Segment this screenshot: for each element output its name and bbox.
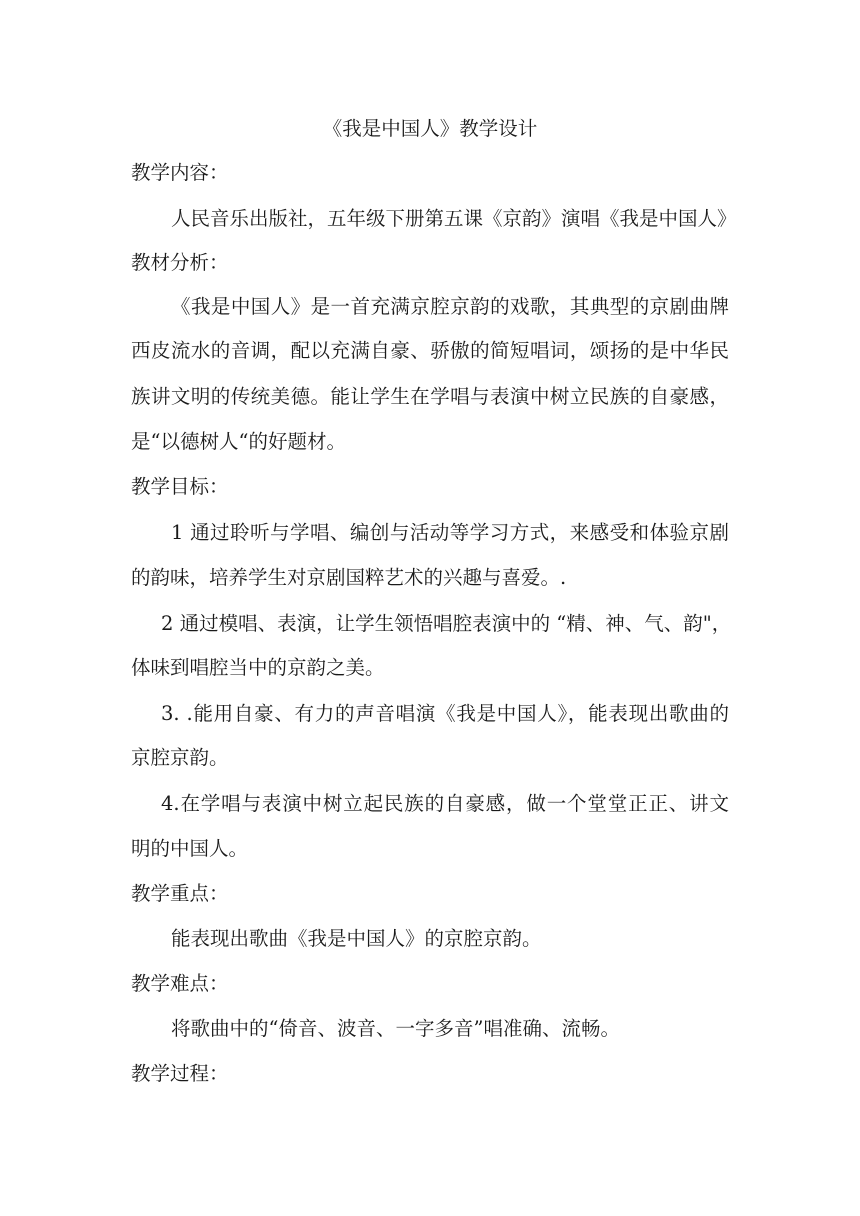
section-heading-analysis: 教材分析：	[131, 251, 229, 274]
analysis-line: 族讲文明的传统美德。能让学生在学唱与表演中树立民族的自豪感，	[131, 385, 729, 408]
section-heading-key: 教学重点：	[131, 882, 229, 905]
section-heading-process: 教学过程：	[131, 1062, 229, 1085]
goal-line: 3. .能用自豪、有力的声音唱演《我是中国人》，能表现出歌曲的	[161, 702, 729, 725]
section-heading-goals: 教学目标：	[131, 475, 229, 498]
goal-line: 4.在学唱与表演中树立起民族的自豪感，做一个堂堂正正、讲文	[161, 792, 729, 815]
analysis-line: 是“以德树人“的好题材。	[131, 430, 346, 453]
key-text: 能表现出歌曲《我是中国人》的京腔京韵。	[171, 927, 542, 950]
goal-line: 1 通过聆听与学唱、编创与活动等学习方式，来感受和体验京剧	[171, 521, 729, 544]
document-title: 《我是中国人》教学设计	[322, 117, 538, 140]
analysis-line: 西皮流水的音调，配以充满自豪、骄傲的简短唱词，颂扬的是中华民	[131, 339, 729, 362]
content-text: 人民音乐出版社，五年级下册第五课《京韵》演唱《我是中国人》	[171, 207, 737, 230]
goal-line: 明的中国人。	[131, 837, 249, 860]
goal-line: 京腔京韵。	[131, 746, 229, 769]
difficulty-text: 将歌曲中的“倚音、波音、一字多音”唱准确、流畅。	[171, 1017, 620, 1040]
section-heading-content: 教学内容：	[131, 161, 229, 184]
section-heading-difficulty: 教学难点：	[131, 972, 229, 995]
goal-line: 体味到唱腔当中的京韵之美。	[131, 656, 385, 679]
goal-line: 的韵味，培养学生对京剧国粹艺术的兴趣与喜爱。.	[131, 566, 567, 589]
goal-line: 2 通过模唱、表演，让学生领悟唱腔表演中的 “精、神、气、韵"，	[161, 612, 732, 635]
analysis-line: 《我是中国人》是一首充满京腔京韵的戏歌，其典型的京剧曲牌	[171, 295, 729, 318]
